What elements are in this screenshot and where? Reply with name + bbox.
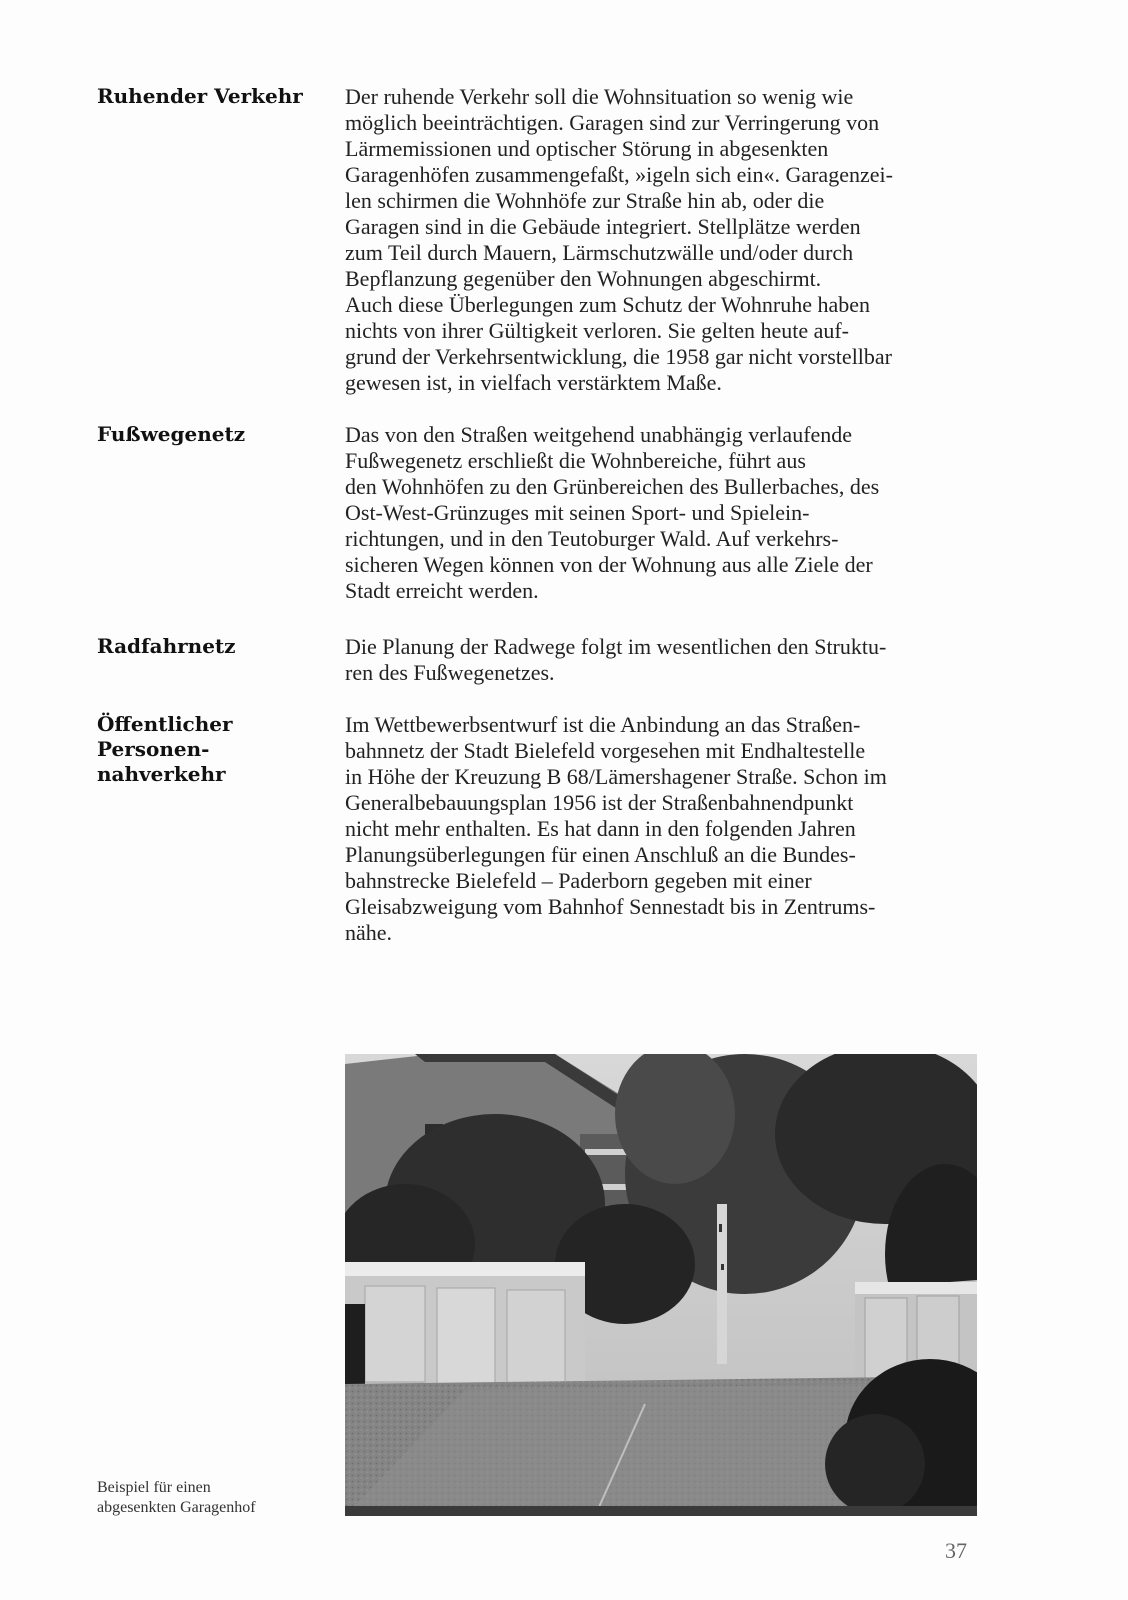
section-body (345, 84, 985, 396)
text-line: nähe. (345, 920, 393, 945)
text-line: in Höhe der Kreuzung B 68/Lämershagener Straße. Schon im (345, 764, 887, 789)
photo-caption (97, 1478, 337, 1518)
text-line: Generalbebauungsplan 1956 ist der Straßenbahnendpunkt (345, 790, 854, 815)
section-body (345, 712, 985, 946)
section-body (345, 422, 985, 604)
garage-courtyard-photo (345, 1054, 977, 1516)
caption-line: Beispiel für einen (97, 1479, 211, 1496)
page-number: 37 (945, 1538, 967, 1563)
text-line: len schirmen die Wohnhöfe zur Straße hin ab, oder die (345, 188, 825, 213)
text-line: zum Teil durch Mauern, Lärmschutzwälle und/oder durch (345, 240, 854, 265)
section-heading: Radfahrnetz (97, 634, 236, 658)
text-line: nicht mehr enthalten. Es hat dann in den folgenden Jahren (345, 816, 856, 841)
section-body (345, 634, 985, 686)
text-line: möglich beeinträchtigen. Garagen sind zur Verringerung von (345, 110, 880, 135)
text-line: Lärmemissionen und optischer Störung in abgesenkten (345, 136, 829, 161)
text-line: Gleisabzweigung vom Bahnhof Sennestadt bis in Zentrums- (345, 894, 876, 919)
text-line: Garagen sind in die Gebäude integriert. Stellplätze werden (345, 214, 861, 239)
text-line: sicheren Wegen können von der Wohnung aus alle Ziele der (345, 552, 873, 577)
text-line: Das von den Straßen weitgehend unabhängig verlaufende (345, 422, 853, 447)
text-line: richtungen, und in den Teutoburger Wald. Auf verkehrs- (345, 526, 839, 551)
text-line: Stadt erreicht werden. (345, 578, 539, 603)
text-line: Auch diese Überlegungen zum Schutz der Wohnruhe haben (345, 292, 871, 317)
section-heading: Ruhender Verkehr (97, 84, 303, 108)
section-heading: Öffentlicher Personen- nahverkehr (97, 712, 233, 786)
text-line: Im Wettbewerbsentwurf ist die Anbindung an das Straßen- (345, 712, 861, 737)
text-line: Der ruhende Verkehr soll die Wohnsituation so wenig wie (345, 84, 854, 109)
text-line: bahnnetz der Stadt Bielefeld vorgesehen mit Endhaltestelle (345, 738, 866, 763)
text-line: den Wohnhöfen zu den Grünbereichen des Bullerbaches, des (345, 474, 880, 499)
text-line: Garagenhöfen zusammengefaßt, »igeln sich ein«. Garagenzei- (345, 162, 893, 187)
caption-line: abgesenkten Garagenhof (97, 1499, 256, 1516)
text-line: gewesen ist, in vielfach verstärktem Maße. (345, 370, 722, 395)
text-line: nichts von ihrer Gültigkeit verloren. Sie gelten heute auf- (345, 318, 850, 343)
text-line: Ost-West-Grünzuges mit seinen Sport- und Spielein- (345, 500, 810, 525)
section-heading: Fußwegenetz (97, 422, 246, 446)
text-line: Fußwegenetz erschließt die Wohnbereiche, führt aus (345, 448, 806, 473)
text-line: Bepflanzung gegenüber den Wohnungen abgeschirmt. (345, 266, 822, 291)
text-line: Die Planung der Radwege folgt im wesentlichen den Struktu- (345, 634, 887, 659)
text-line: ren des Fußwegenetzes. (345, 660, 555, 685)
text-line: grund der Verkehrsentwicklung, die 1958 gar nicht vorstellbar (345, 344, 893, 369)
text-line: bahnstrecke Bielefeld – Paderborn gegeben mit einer (345, 868, 812, 893)
text-line: Planungsüberlegungen für einen Anschluß an die Bundes- (345, 842, 856, 867)
